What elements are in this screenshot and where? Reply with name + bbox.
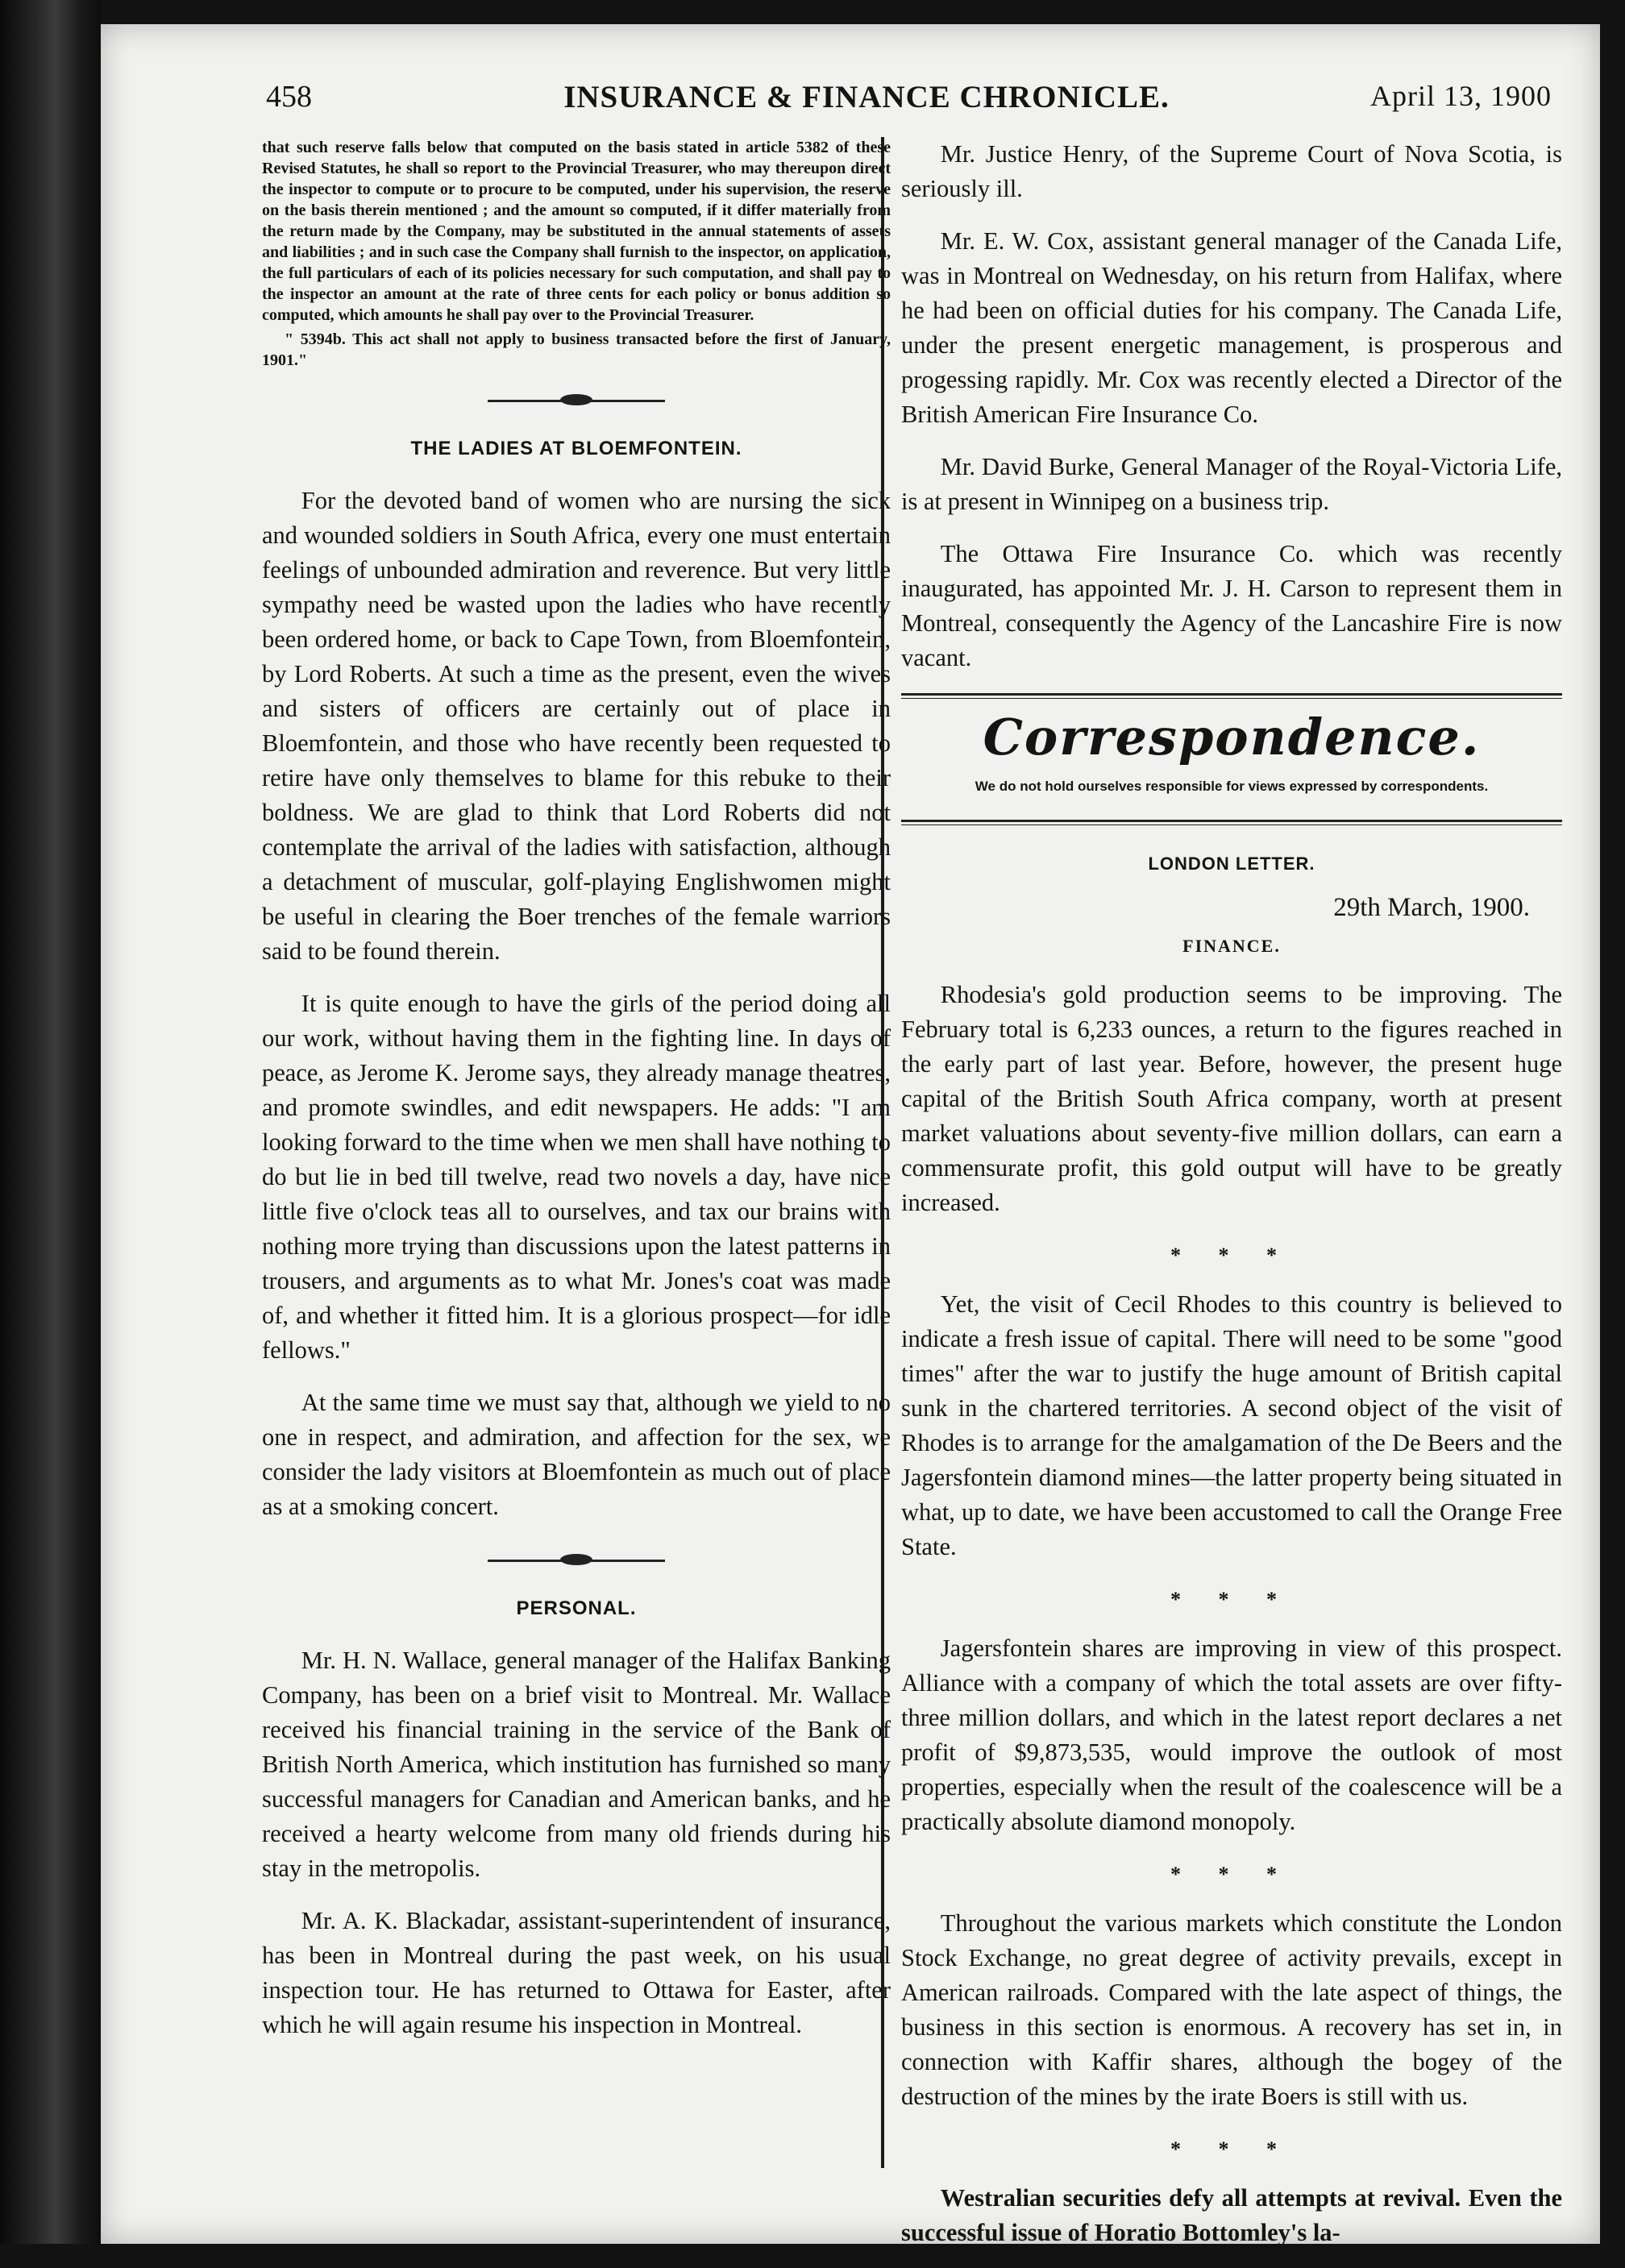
article-paragraph: Mr. A. K. Blackadar, assistant-superintendent of insurance, has been in Montreal during the past week, on his usual inspection tour. He has returned to Ottawa for Easter, after which he will again resume his inspection in Montreal. — [262, 1907, 891, 2038]
article-paragraph: Mr. H. N. Wallace, general manager of the Halifax Banking Company, has been on a brief visit to Montreal. Mr. Wallace received his financial training in the service of the Bank of British North America, which institution has furnished so many successful managers for Canadian and American banks, and he received a hearty welcome from many old friends during his stay in the metropolis. — [262, 1647, 891, 1882]
section-stars: * * * — [1170, 2137, 1293, 2161]
section-stars: * * * — [1170, 1863, 1293, 1886]
ornament-divider — [262, 1542, 891, 1576]
statute-quote: " 5394b. This act shall not apply to business transacted before the first of January, 1901." — [262, 330, 891, 369]
ornament-divider — [262, 382, 891, 417]
correspondence-masthead: Correspondence. — [983, 708, 1481, 766]
section-rule — [901, 820, 1562, 825]
article-paragraph: The Ottawa Fire Insurance Co. which was recently inaugurated, has appointed Mr. J. H. Carson to represent them in Montreal, consequently the Agency of the Lancashire Fire is now vacant. — [901, 540, 1562, 671]
letter-dateline: 29th March, 1900. — [1333, 893, 1530, 922]
letter-heading: LONDON LETTER. — [1148, 854, 1315, 874]
article-paragraph: Rhodesia's gold production seems to be improving. The February total is 6,233 ounces, a return to the figures reached in the early part of last year. Before, however, the present huge capital of the British South Africa company, worth at present market valuations about seventy-five million dollars, can earn a commensurate profit, this gold output will have to be greatly increased. — [901, 981, 1562, 1216]
article-paragraph: At the same time we must say that, although we yield to no one in respect, and admiration, and affection for the sex, we consider the lady visitors at Bloemfontein as much out of place as at a smoking concert. — [262, 1389, 891, 1520]
right-column — [901, 137, 1562, 2268]
article-paragraph: Jagersfontein shares are improving in view of this prospect. Alliance with a company of which the total assets are over fifty-three million dollars, and which in the latest report declares a net profit of $9,873,535, would improve the outlook of most properties, especially when the result of the coalescence will be a practically absolute diamond monopoly. — [901, 1635, 1562, 1835]
article-paragraph: For the devoted band of women who are nursing the sick and wounded soldiers in South Africa, every one must entertain feelings of unbounded admiration and reverence. But very little sympathy need be wasted upon the ladies who have recently been ordered home, or back to Cape Town, from Bloemfontein, by Lord Roberts. At such a time as the present, even the wives and sisters of officers are certainly out of place in Bloemfontein, and those who have recently been requested to retire have only themselves to blame for this rebuke to their boldness. We are glad to think that Lord Roberts did not contemplate the arrival of the ladies with satisfaction, although a detachment of muscular, golf-playing Englishwomen might be useful in clearing the Boer trenches of the female warriors said to be found therein. — [262, 487, 891, 965]
section-rule — [901, 693, 1562, 699]
article-paragraph: Mr. E. W. Cox, assistant general manager of the Canada Life, was in Montreal on Wednesday, on his return from Halifax, where he had been on official duties for his company. The Canada Life, under the present energetic management, is prosperous and progessing rapidly. Mr. Cox was recently elected a Director of the British American Fire Insurance Co. — [901, 227, 1562, 428]
page-number: 458 — [266, 80, 312, 114]
finance-heading: FINANCE. — [1182, 936, 1281, 956]
article-paragraph: Mr. Justice Henry, of the Supreme Court of Nova Scotia, is seriously ill. — [901, 140, 1562, 202]
statute-text: that such reserve falls below that computed on the basis stated in article 5382 of these Revised Statutes, he shall so report to the Provincial Treasurer, who may thereupon direct the inspector to compute or to procure to be computed, under his supervision, the reserve on the basis therein mentioned ; and the amount so computed, if it differ materially from the return made by the Company, may be substituted in the annual statements of assets and liabilities ; and in such case the Company shall furnish to the inspector, on application, the full particulars of each of its policies necessary for such computation, and shall pay to the inspector an amount at the rate of three cents for each policy or bonus addition so computed, which amounts he shall pay over to the Provincial Treasurer. — [262, 139, 891, 324]
article-paragraph: Yet, the visit of Cecil Rhodes to this country is believed to indicate a fresh issue of capital. There will need to be some "good times" after the war to justify the huge amount of British capital sunk in the chartered territories. A second object of the visit of Rhodes is to arrange for the amalgamation of the De Beers and the Jagersfontein diamond mines—the latter property being situated in what, up to date, we have been accustomed to call the Orange Free State. — [901, 1290, 1562, 1560]
article-paragraph: Westralian securities defy all attempts at revival. Even the successful issue of Horatio Bottomley's la- — [901, 2184, 1562, 2246]
page-header — [165, 73, 1568, 121]
article-heading-ladies: THE LADIES AT BLOEMFONTEIN. — [410, 438, 742, 459]
publication-title: INSURANCE & FINANCE CHRONICLE. — [563, 80, 1170, 114]
left-column — [262, 137, 891, 2060]
issue-date: April 13, 1900 — [1370, 80, 1552, 112]
article-paragraph: Mr. David Burke, General Manager of the Royal-Victoria Life, is at present in Winnipeg on a business trip. — [901, 453, 1562, 515]
article-paragraph: It is quite enough to have the girls of the period doing all our work, without having them in the fighting line. In days of peace, as Jerome K. Jerome says, they already manage theatres, and promote swindles, and edit newspapers. He adds: "I am looking forward to the time when we men shall have nothing to do but lie in bed till twelve, read two novels a day, have nice little five o'clock teas all to ourselves, and tax our brains with nothing more trying than discussions upon the latest patterns in trousers, and arguments as to what Mr. Jones's coat was made of, and whether it fitted him. It is a glorious prospect—for idle fellows." — [262, 990, 891, 1364]
statute-excerpt — [262, 137, 891, 371]
section-stars: * * * — [1170, 1588, 1293, 1611]
article-heading-personal: PERSONAL. — [516, 1597, 637, 1619]
section-stars: * * * — [1170, 1244, 1293, 1267]
article-paragraph: Throughout the various markets which constitute the London Stock Exchange, no great degree of activity prevails, except in American railroads. Compared with the late aspect of things, the business in this section is enormous. A recovery has set in, in connection with Kaffir shares, although the bogey of the destruction of the mines by the irate Boers is still with us. — [901, 1909, 1562, 2110]
book-binding — [0, 0, 101, 2244]
correspondence-disclaimer: We do not hold ourselves responsible for views expressed by correspondents. — [975, 779, 1489, 794]
